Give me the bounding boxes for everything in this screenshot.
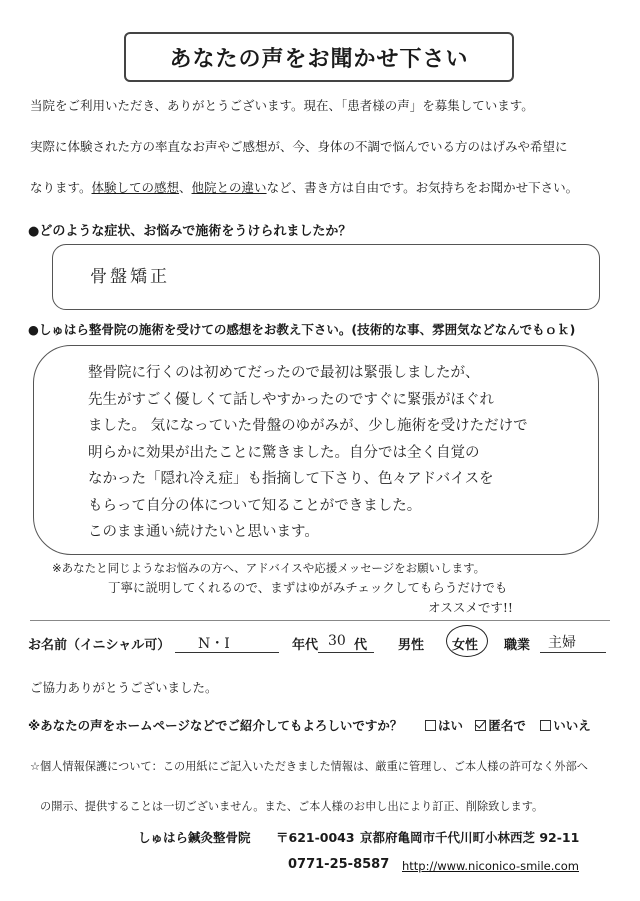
job-label: 職業: [504, 638, 531, 653]
intro-text: なります。: [30, 180, 92, 195]
checkbox-anonymous[interactable]: [475, 720, 486, 731]
answer-impression: [88, 360, 528, 546]
comma: 、: [179, 180, 192, 195]
clinic-name: しゅはら鍼灸整骨院: [138, 830, 251, 845]
question-impression: ●しゅはら整骨院の施術を受けての感想をお教え下さい。(技術的な事、雰囲気などなんでもｏｋ): [28, 322, 576, 337]
message-line-1: 丁寧に説明してくれるので、まずはゆがみチェックしてもらうだけでも: [108, 580, 508, 595]
gender-female-option[interactable]: 女性: [452, 638, 479, 653]
name-value: N・I: [198, 636, 230, 652]
job-value: 主婦: [548, 635, 576, 651]
option-yes-label: はい: [438, 718, 464, 733]
thanks-text: ご協力ありがとうございました。: [30, 680, 218, 695]
privacy-line-2: の開示、提供することは一切ございません。また、ご本人様のお申し出により訂正、削除致します。: [40, 800, 544, 813]
age-label: 年代: [292, 638, 319, 653]
answer-line: ました。 気になっていた骨盤のゆがみが、少し施術を受けただけで: [88, 418, 528, 434]
answer-line: 明らかに効果が出たことに驚きました。自分では全く自覚の: [88, 444, 480, 461]
gender-male-option[interactable]: 男性: [398, 638, 425, 653]
underlined-phrase-difference: 他院との違い: [191, 180, 267, 195]
postal-code: 〒621-0043: [276, 830, 355, 845]
answer-line: このまま通い続けたいと思います。: [88, 524, 319, 540]
phone-number: 0771-25-8587: [288, 857, 390, 872]
checkbox-no[interactable]: [540, 720, 551, 731]
answer-line: 先生がすごく優しくて話しやすかったのですぐに緊張がほぐれ: [88, 391, 494, 408]
intro-line-2: 実際に体験された方の率直なお声やご感想が、今、身体の不調で悩んでいる方のはげみや希望に: [30, 139, 568, 154]
divider: [30, 620, 610, 621]
age-suffix: 代: [354, 638, 368, 653]
age-value: 30: [328, 633, 346, 649]
checkbox-yes[interactable]: [425, 720, 436, 731]
consent-options: [425, 716, 591, 734]
answer-line: 整骨院に行くのは初めてだったので最初は緊張しましたが、: [88, 365, 480, 381]
message-line-2: オススメです!!: [428, 600, 513, 615]
answer-line: なかった「隠れ冷え症」も指摘して下さり、色々アドバイスを: [88, 471, 494, 487]
option-no-label: いいえ: [553, 718, 591, 733]
question-symptom: ●どのような症状、お悩みで施術をうけられましたか？: [28, 224, 352, 239]
underlined-phrase-experience: 体験しての感想: [91, 180, 180, 195]
name-label: お名前（イニシャル可）: [28, 638, 171, 653]
intro-line-1: 当院をご利用いただき、ありがとうございます。現在、「患者様の声」を募集しています。: [30, 98, 534, 113]
website-link[interactable]: http://www.niconico-smile.com: [402, 859, 579, 873]
intro-line-3: [30, 180, 578, 196]
answer-line: もらって自分の体について知ることができました。: [88, 497, 422, 514]
answer-symptom: 骨盤矯正: [90, 267, 170, 287]
address: 京都府亀岡市千代川町小林西芝 92-11: [360, 830, 580, 845]
consent-question: ※あなたの声をホームページなどでご紹介してもよろしいですか？: [28, 718, 403, 733]
option-anonymous-label: 匿名で: [488, 718, 526, 733]
intro-text-end: など、書き方は自由です。お気持ちをお聞かせ下さい。: [266, 180, 579, 195]
message-prompt: ※あなたと同じようなお悩みの方へ、アドバイスや応援メッセージをお願いします。: [52, 561, 486, 575]
privacy-line-1: ☆個人情報保護について：この用紙にご記入いただきました情報は、厳重に管理し、ご本人様の許可なく外部へ: [30, 760, 588, 773]
page-title: あなたの声をお聞かせ下さい: [124, 32, 514, 82]
